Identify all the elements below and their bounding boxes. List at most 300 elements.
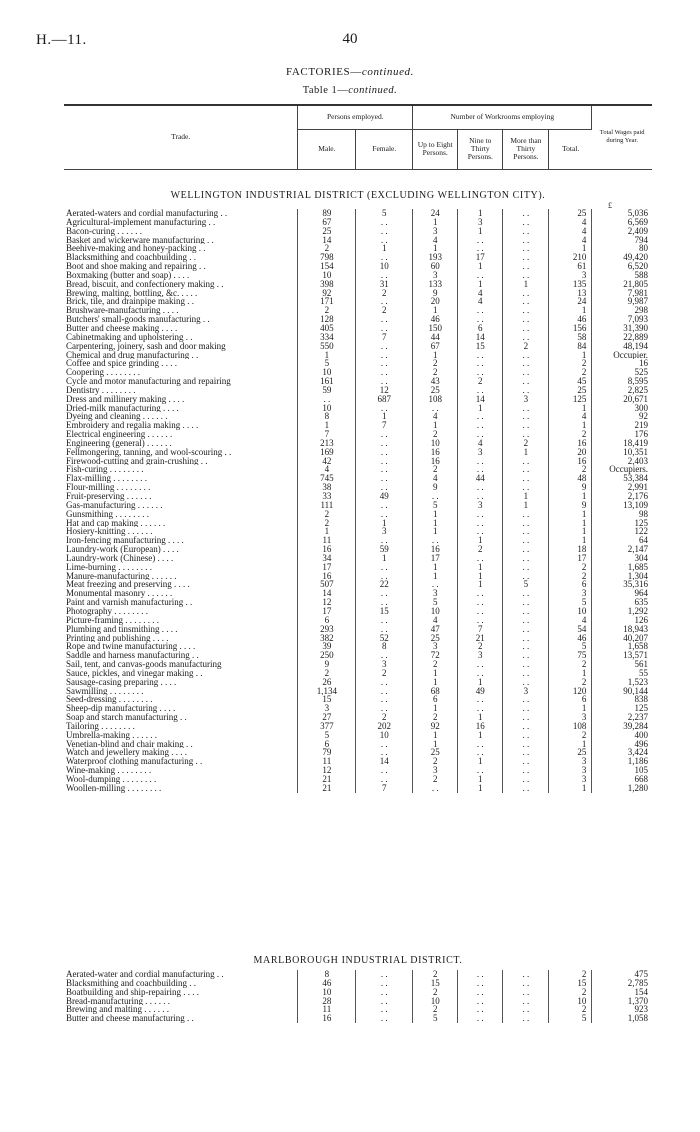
table-cell: 8 [356,642,413,651]
trade-name: Photography . . . . . . . . [64,607,298,616]
table-cell: 794 [634,235,648,245]
table-cell: . . [458,607,503,616]
table-cell: 10 [549,607,592,616]
table-cell: 2 [549,359,592,368]
table-cell: 4 [413,412,458,421]
table-row [64,784,652,793]
trade-name: Sail, tent, and canvas-goods manufacturing [64,660,298,669]
table-cell: . . [458,695,503,704]
table-row [64,333,652,342]
trade-name: Flax-milling . . . . . . . . [64,474,298,483]
table-cell: . . [356,351,413,360]
table-row [64,979,652,988]
trade-name: Brewing, malting, bottling, &c. . . . . [64,289,298,298]
table-cell: . . [503,997,549,1006]
table-cell: . . [413,492,458,501]
table-row [64,527,652,536]
table-cell: 1 [458,757,503,766]
header-persons-employed: Persons employed. [298,105,413,129]
table-cell: 17 [298,563,356,572]
table-cell: . . [503,351,549,360]
table-cell: . . [356,625,413,634]
trade-name: Wool-dumping . . . . . . . . [64,775,298,784]
table-row [64,297,652,306]
trade-name: Wine-making . . . . . . . . [64,766,298,775]
table-cell: 475 [634,970,648,979]
table-cell: 9 [549,501,592,510]
table-cell: 2,147 [627,545,648,554]
table-cell: 46 [549,634,592,643]
table-cell: 108 [549,722,592,731]
table-cell: . . [458,492,503,501]
table-cell: 1 [413,527,458,536]
table-cell: . . [503,589,549,598]
table-cell: 1 [458,227,503,236]
table-cell: 16 [549,457,592,466]
table-cell: . . [356,510,413,519]
table-cell: 6,569 [627,217,648,227]
table-cell: 8 [298,412,356,421]
table-cell: 21 [298,775,356,784]
table-cell: 150 [413,324,458,333]
table-cell: 10 [298,988,356,997]
table-cell: . . [356,236,413,245]
table-cell: 6,520 [627,262,648,271]
table-cell: . . [356,740,413,749]
table-cell: . . [503,536,549,545]
table-cell: 16 [413,448,458,457]
table-cell: . . [458,554,503,563]
table-cell: . . [356,465,413,474]
table-cell: 75 [549,651,592,660]
table-cell: 21,805 [623,279,648,289]
table-row [64,536,652,545]
table-cell: 2 [549,988,592,997]
trade-name: Coopering . . . . . . . . [64,368,298,377]
table-cell: . . [503,625,549,634]
table-row [64,669,652,678]
table-cell: . . [503,474,549,483]
table-cell: . . [458,412,503,421]
table-cell: 2 [549,970,592,979]
trade-name: Brewing and malting . . . . . . [64,1005,298,1014]
table-cell: . . [503,695,549,704]
table-row [64,465,652,474]
table-cell: 1,280 [627,783,648,793]
table-cell: 1 [549,421,592,430]
table-cell: 210 [549,253,592,262]
table-cell: 2 [413,465,458,474]
table-cell: 1 [458,678,503,687]
table-cell: 39 [298,642,356,651]
trade-name: Boatbuilding and ship-repairing . . . . [64,988,298,997]
table-cell: 12 [298,598,356,607]
table-cell: . . [356,687,413,696]
table-cell: 2 [549,731,592,740]
table-cell: . . [503,209,549,218]
table-cell: . . [503,253,549,262]
table-cell: 15 [356,607,413,616]
table-cell: 28 [298,997,356,1006]
table-cell: 156 [549,324,592,333]
trade-name: Fruit-preserving . . . . . . [64,492,298,501]
table-cell: . . [458,669,503,678]
table-cell: . . [356,297,413,306]
table-row [64,1005,652,1014]
table-cell: 2 [503,439,549,448]
table-cell: 120 [549,687,592,696]
table-cell: 15 [413,979,458,988]
table-cell: 17 [549,554,592,563]
table-cell: 1,304 [627,571,648,581]
trade-name: Dentistry . . . . . . . . [64,386,298,395]
table-cell: 108 [413,395,458,404]
table-row [64,766,652,775]
table-cell: 3 [549,713,592,722]
table-cell: 6 [549,580,592,589]
trade-name: Engineering (general) . . . . . . [64,439,298,448]
table-cell: 67 [298,218,356,227]
table-cell: 10 [413,439,458,448]
table-cell: 46 [298,979,356,988]
table-cell: 17 [458,253,503,262]
table-cell: 304 [634,553,648,563]
table-cell: 90,144 [623,686,648,696]
table-cell: 46 [549,315,592,324]
table-cell: 1 [413,351,458,360]
table-row [64,439,652,448]
table-cell: 25 [549,209,592,218]
trade-name: Boxmaking (butter and soap) . . . . [64,271,298,280]
table-cell: 2 [413,988,458,997]
table-cell: 6 [549,695,592,704]
table-cell: 3 [413,227,458,236]
table-cell: 105 [634,766,648,775]
table-cell: 5 [503,580,549,589]
table-cell: 7,981 [627,288,648,298]
table-row [64,404,652,413]
table-cell: 10 [298,404,356,413]
table-cell: . . [503,368,549,377]
table-cell: 2 [356,669,413,678]
table-cell: 550 [298,342,356,351]
trade-name: Tailoring . . . . . . . . [64,722,298,731]
header-nine-to-thirty: Nine to Thirty Persons. [458,129,503,169]
table-cell: . . [503,457,549,466]
table-cell: 2 [458,545,503,554]
table-row [64,598,652,607]
table-cell: . . [503,244,549,253]
table-cell: 20 [413,297,458,306]
table-cell: 2,237 [627,713,648,722]
table-cell: . . [356,501,413,510]
table-cell: 1 [458,404,503,413]
table-cell: 1 [549,669,592,678]
table-cell: 24 [549,297,592,306]
table-cell: . . [356,970,413,979]
table-cell: . . [503,731,549,740]
table-cell: 2 [458,642,503,651]
table-cell: 6 [413,695,458,704]
table-cell: . . [356,439,413,448]
table-cell: . . [503,563,549,572]
table-cell: 4 [298,465,356,474]
table-cell: 5 [549,642,592,651]
table-cell: 2,403 [627,456,648,466]
table-row [64,722,652,731]
table-cell: . . [458,430,503,439]
table-cell: 838 [634,695,648,705]
table-cell: . . [458,271,503,280]
table-cell: 1 [549,244,592,253]
table-cell: 16 [413,545,458,554]
table-cell: . . [503,784,549,793]
table-cell: 59 [356,545,413,554]
table-cell: 4 [413,474,458,483]
table-cell: 7,093 [627,315,648,324]
table-cell: 1 [458,563,503,572]
table-cell: 1 [549,740,592,749]
table-cell: 2 [413,713,458,722]
table-cell: 21 [298,784,356,793]
trade-name: Iron-fencing manufacturing . . . . [64,536,298,545]
table-cell: 47 [413,625,458,634]
table-cell: 4 [458,439,503,448]
table-cell: 1 [458,262,503,271]
table-cell: 10 [356,262,413,271]
table-cell: 122 [634,527,648,537]
table-cell: 293 [298,625,356,634]
table-cell: . . [458,351,503,360]
table-row [64,997,652,1006]
table-cell: . . [356,1014,413,1023]
table-cell: . . [503,988,549,997]
table-row [64,731,652,740]
table-cell: 12 [356,386,413,395]
table-cell: . . [356,315,413,324]
table-cell: . . [503,377,549,386]
header-more-than-thirty: More than Thirty Persons. [503,129,549,169]
table-cell: 17 [298,607,356,616]
page-code: H.—11. [36,32,87,48]
table-cell: 2,176 [627,492,648,501]
trade-name: Bread, biscuit, and confectionery making . . [64,280,298,289]
table-cell: 20 [549,448,592,457]
table-row [64,757,652,766]
table-cell: 1,523 [627,677,648,687]
table-cell: 7 [356,333,413,342]
table-cell: 7 [298,430,356,439]
table-cell: 2 [298,519,356,528]
table-cell: 18,943 [623,624,648,634]
table-cell: 525 [634,368,648,378]
table-cell: 16 [298,1014,356,1023]
table-cell: . . [413,404,458,413]
table-cell: . . [503,554,549,563]
table-cell: 68 [413,687,458,696]
table-cell: . . [503,740,549,749]
table-cell: 18,419 [623,438,648,448]
table-row [64,554,652,563]
trade-name: Cabinetmaking and upholstering . . [64,333,298,342]
table-cell: 55 [639,668,648,678]
table-header [64,104,652,170]
table-cell: 16 [298,545,356,554]
table-row [64,271,652,280]
table-cell: 7 [458,625,503,634]
table-cell: . . [503,607,549,616]
table-cell: . . [458,766,503,775]
trade-name: Beehive-making and honey-packing . . [64,244,298,253]
table-cell: . . [413,784,458,793]
table-cell: 133 [413,280,458,289]
table-cell: . . [356,651,413,660]
table-cell: 92 [413,722,458,731]
table-cell: . . [458,236,503,245]
table-row [64,651,652,660]
trade-name: Bread-manufacturing . . . . . . [64,997,298,1006]
table-cell: 5 [549,598,592,607]
table-row [64,748,652,757]
table-cell: 1 [458,731,503,740]
table-cell: 3 [549,589,592,598]
trade-name: Dyeing and cleaning . . . . . . [64,412,298,421]
table-cell: . . [356,253,413,262]
table-cell: 2 [298,244,356,253]
table-row [64,448,652,457]
table-cell: 1 [298,351,356,360]
table-cell: . . [356,536,413,545]
table-cell: . . [356,342,413,351]
table-cell: . . [458,386,503,395]
header-female: Female. [356,129,413,169]
table-row [64,660,652,669]
trade-name: Saddle and harness manufacturing . . [64,651,298,660]
table-cell: 2 [413,660,458,669]
table-cell: 1 [549,404,592,413]
table-label: Table 1—continued. [302,85,398,96]
table-cell: 27 [298,713,356,722]
table-cell: 49,420 [623,253,648,263]
table-cell: 1 [356,412,413,421]
table-cell: . . [356,748,413,757]
table-cell: 26 [298,678,356,687]
table-cell: 53,384 [623,474,648,484]
table-cell: . . [503,227,549,236]
table-cell: 135 [549,280,592,289]
table-cell: 22 [356,580,413,589]
table-cell: 1 [549,492,592,501]
table-row [64,457,652,466]
trade-name: Fellmongering, tanning, and wool-scouring . . [64,448,298,457]
table-cell: 202 [356,722,413,731]
table-cell: 80 [639,244,648,254]
table-row [64,970,652,979]
table-cell: 1 [298,527,356,536]
trade-name: Gas-manufacturing . . . . . . [64,501,298,510]
table-cell: 745 [298,474,356,483]
table-cell: 17 [413,554,458,563]
trade-name: Aerated-water and cordial manufacturing . . [64,970,298,979]
table-cell: . . [503,979,549,988]
table-cell: 16 [549,439,592,448]
table-cell: 1 [413,669,458,678]
table-cell: 1 [458,580,503,589]
table-cell: 84 [549,342,592,351]
table-cell: 25 [413,634,458,643]
trade-name: Waterproof clothing manufacturing . . [64,757,298,766]
table-cell: 16 [458,722,503,731]
table-cell: . . [356,474,413,483]
table-row [64,253,652,262]
table-cell: 798 [298,253,356,262]
table-cell: . . [458,1005,503,1014]
table-cell: 1 [356,519,413,528]
wellington-table [64,209,652,793]
table-cell: 25 [549,386,592,395]
table-cell: 10 [549,997,592,1006]
table-cell: . . [458,315,503,324]
table-cell: 7 [356,421,413,430]
trade-name: Bacon-curing . . . . . . [64,227,298,236]
table-cell: 2 [549,430,592,439]
table-row [64,740,652,749]
table-cell: . . [503,412,549,421]
table-cell: . . [356,598,413,607]
table-row [64,607,652,616]
table-cell: 334 [298,333,356,342]
table-cell: 2 [549,572,592,581]
trade-name: Venetian-blind and chair making . . [64,740,298,749]
table-cell: 1 [356,244,413,253]
table-row [64,704,652,713]
table-cell: 61 [549,262,592,271]
table-cell: . . [503,262,549,271]
header-total: Total. [549,129,592,169]
trade-name: Meat freezing and preserving . . . . [64,580,298,589]
table-cell: Occupier. [613,350,648,360]
table-cell: 2 [549,465,592,474]
table-cell: 2 [458,377,503,386]
table-row [64,1014,652,1023]
table-cell: . . [356,324,413,333]
table-cell: . . [458,660,503,669]
table-cell: 21 [458,634,503,643]
table-cell: 668 [634,775,648,784]
table-cell: 2 [413,1005,458,1014]
table-cell: 1 [503,492,549,501]
table-cell: 250 [298,651,356,660]
table-cell: 1 [458,713,503,722]
trade-name: Blacksmithing and coachbuilding . . [64,253,298,262]
table-cell: 25 [413,748,458,757]
table-cell: 1 [298,421,356,430]
table-cell: . . [356,766,413,775]
trade-name: Sheep-dip manufacturing . . . . [64,704,298,713]
table-row [64,280,652,289]
table-cell: 14 [458,395,503,404]
trade-name: Boot and shoe making and repairing . . [64,262,298,271]
table-cell: 3 [413,271,458,280]
table-cell: 2 [413,970,458,979]
table-cell: 2 [413,775,458,784]
table-cell: 193 [413,253,458,262]
table-cell: 169 [298,448,356,457]
table-cell: 3 [298,704,356,713]
table-cell: 1,058 [627,1014,648,1024]
table-cell: . . [356,377,413,386]
trade-name: Cycle and motor manufacturing and repairing [64,377,298,386]
